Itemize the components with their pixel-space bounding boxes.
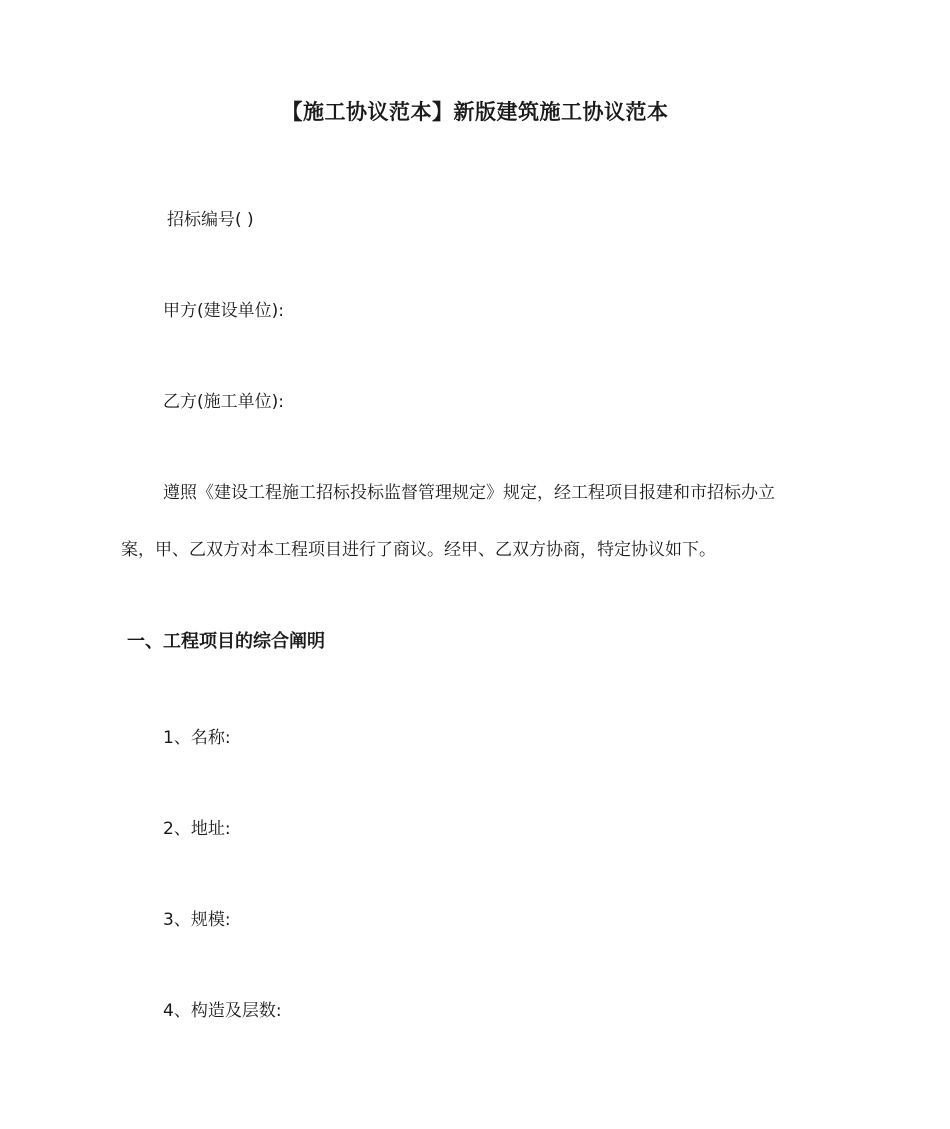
party-b-line: 乙方(施工单位): [163,392,284,412]
party-a-line: 甲方(建设单位): [163,301,284,321]
list-item-scale: 3、规模: [163,910,231,930]
section-heading: 一、工程项目的综合阐明 [127,631,325,652]
intro-paragraph-line-1: 遵照《建设工程施工招标投标监督管理规定》规定，经工程项目报建和市招标办立 [163,483,775,503]
list-item-structure: 4、构造及层数: [163,1001,282,1021]
list-item-name: 1、名称: [163,728,231,748]
list-item-address: 2、地址: [163,819,231,839]
bid-number-line: 招标编号( ) [167,210,254,230]
intro-paragraph-line-2: 案，甲、乙双方对本工程项目进行了商议。经甲、乙双方协商，特定协议如下。 [121,540,716,560]
document-title: 【施工协议范本】新版建筑施工协议范本 [281,100,669,124]
